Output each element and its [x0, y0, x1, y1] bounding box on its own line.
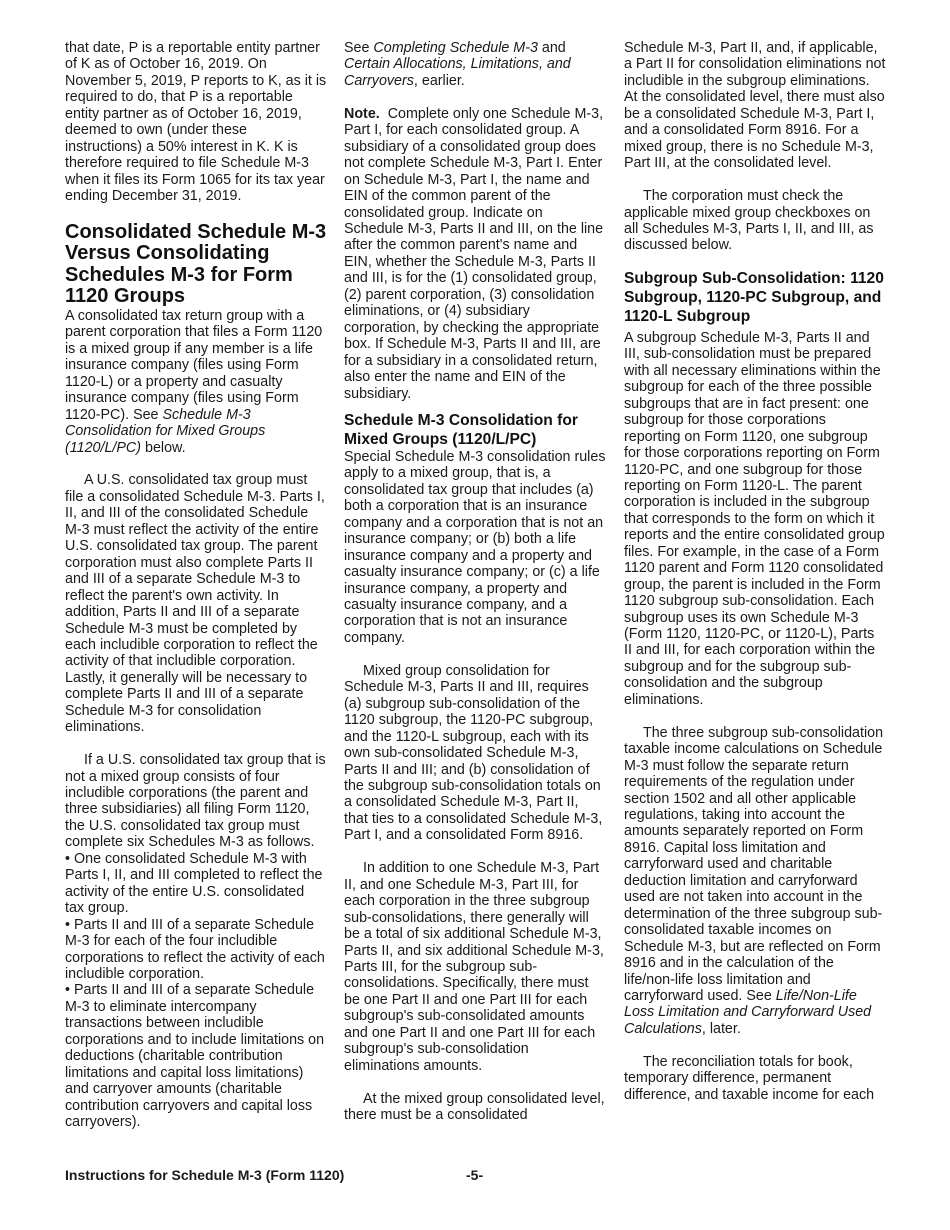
paragraph-consolidated-level: At the mixed group consolidated level, there must be a consolidated — [344, 1090, 605, 1124]
paragraph-mixed-consolidation: Mixed group consolidation for Schedule M-3, Parts II and III, requires (a) subgroup sub-consolidation of the 1120 subgroup, the 1120-PC subgroup, and the 1120-L subgroup, each with its own sub-consolidated Schedule M-3, Parts II and III; and (b) consolidation of the subgroup sub-consolidation totals on a consolidated Schedule M-3, Part II, that ties to a consolidated Schedule M-3, Part I, and a consolidated Form 8916. — [344, 662, 603, 844]
note-paragraph: Note. Complete only one Schedule M-3, Part I, for each consolidated group. A subsidiary of a consolidated group does not complete Schedule M-3, Part I. Enter on Schedule M-3, Part I, the name and EIN of the common parent of the consolidated group. Indicate on Schedule M-3, Parts II and III, on the line after the common parent's name and EIN, whether the Schedule M-3, Parts II and III, is for the (1) consolidated group, (2) parent corporation, (3) consolidation eliminations, or (4) subsidiary corporation, by checking the appropriate box. If Schedule M-3, Parts II and III, are for a subsidiary in a consolidated return, also enter the name and EIN of the subsidiary. — [344, 105, 604, 402]
cross-reference: Completing Schedule M-3 — [373, 40, 538, 56]
page-number: -5- — [466, 1167, 484, 1183]
bullet-icon: • — [65, 916, 71, 933]
note-label: Note. — [344, 105, 380, 122]
section-heading-consolidated: Consolidated Schedule M-3 Versus Consolidating Schedules M-3 for Form 1120 Groups — [65, 220, 327, 308]
paragraph-taxable-income: The three subgroup sub-consolidation taxable income calculations on Schedule M-3 must follow the separate return requirements of the regulation under section 1502 and all other applicable regulations, taking into account the amounts separately reported on Form 8916. Capital loss limitation and carryforward used and charitable deduction limitation and carryforward used are not taken into account in the determination of the three subgroup sub-consolidated taxable incomes on Schedule M-3, but are reflected on Form 8916 and in the calculation of the life/non-life loss limitation and carryforward used. See Life/Non-Life Loss Limitation and Carryforward Used Calculations, later. — [624, 724, 884, 1037]
paragraph-special-rules: Special Schedule M-3 consolidation rules apply to a mixed group, that is, a consolidated tax group that includes (a) both a corporation that is an insurance company and a corporation that is not an insurance company; or (b) both a life insurance company and a property and casualty insurance company; or (c) a life insurance company, a property and casualty insurance company, and a corporation that is not an insurance company. — [344, 448, 606, 646]
paragraph-text: below. — [141, 439, 186, 456]
paragraph-checkboxes: The corporation must check the applicable mixed group checkboxes on all Schedules M-3, Parts I, II, and III, as discussed below. — [624, 188, 874, 254]
paragraph-text: A consolidated tax return group with a parent corporation that files a Form 1120 is a mixed group if any member is a life insurance company (files using Form 1120-L) or a property and casualty insurance company (files using Form 1120-PC). See — [65, 307, 323, 423]
column-left — [65, 40, 327, 1131]
paragraph-subgroup: A subgroup Schedule M-3, Parts II and III, sub-consolidation must be prepared with all necessary eliminations within the subgroup for each of the three possible subgroups that are in fact present: one subgroup for those corporations reporting on Form 1120, one subgroup for those corporations reporting on Form 1120-PC, and one subgroup for those reporting on Form 1120-L. The parent corporation is included in the subgroup that corresponds to the form on which it reports and the entire consolidated group files. For example, in the case of a Form 1120 parent and Form 1120 consolidated group, the parent is included in the Form 1120 subgroup sub-consolidation. Each subgroup uses its own Schedule M-3 (Form 1120, 1120-PC, or 1120-L), Parts II and III, for each corporation within the subgroup and for the subgroup sub-consolidation and the subgroup eliminations. — [624, 329, 885, 708]
cross-reference: Schedule M-3 Consolidation for Mixed Groups (1120/L/PC) — [65, 406, 266, 456]
bullet-item: • Parts II and III of a separate Schedule M-3 for each of the four includible corporations to reflect the activity of each includible corporation. — [65, 916, 325, 982]
bullet-icon: • — [65, 982, 71, 999]
cross-reference: Life/Non-Life Loss Limitation and Carryforward Used Calculations — [624, 987, 872, 1037]
column-right — [624, 40, 886, 1103]
paragraph-example: If a U.S. consolidated tax group that is not a mixed group consists of four includible corporations (the parent and three subsidiaries) all filing Form 1120, the U.S. consolidated tax group must complete six Schedules M-3 as follows. — [65, 752, 326, 851]
column-middle — [344, 40, 606, 1123]
section-heading-subgroup: Subgroup Sub-Consolidation: 1120 Subgroup, 1120-PC Subgroup, and 1120-L Subgroup — [624, 269, 884, 325]
footer-title: Instructions for Schedule M-3 (Form 1120) — [65, 1167, 345, 1183]
paragraph-additional-schedules: In addition to one Schedule M-3, Part II, and one Schedule M-3, Part III, for each corporation in the three subgroup sub-consolidations, there generally will be a total of six additional Schedule M-3, Parts II, and six additional Schedule M-3, Parts III, for the subgroup sub-consolidations. Specifically, there must be one Part II and one Part III for each subgroup's sub-consolidated amounts and one Part II and one Part III for each subgroup's sub-consolidation eliminations amounts. — [344, 860, 604, 1074]
paragraph-us-group: A U.S. consolidated tax group must file a consolidated Schedule M-3. Parts I, II, and III of the consolidated Schedule M-3 must reflect the activity of the entire U.S. consolidated tax group. The parent corporation must also complete Parts II and III of a separate Schedule M-3 to reflect the parent's own activity. In addition, Parts II and III of a separate Schedule M-3 must be completed by each includible corporation to reflect the activity of that includible corporation. Lastly, it generally will be necessary to complete Parts II and III of a separate Schedule M-3 for consolidation eliminations. — [65, 472, 325, 736]
section-heading-mixed-groups: Schedule M-3 Consolidation for Mixed Groups (1120/L/PC) — [344, 411, 578, 448]
cross-reference: Certain Allocations, Limitations, and Carryovers — [344, 56, 571, 89]
bullet-icon: • — [65, 850, 71, 867]
paragraph-continued: Schedule M-3, Part II, and, if applicable, a Part II for consolidation eliminations not includible in the subgroup eliminations. At the consolidated level, there must also be a consolidated Schedule M-3, Part I, and a consolidated Form 8916. For a mixed group, there is no Schedule M-3, Part III, at the consolidated level. — [624, 40, 886, 172]
paragraph-continued: that date, P is a reportable entity partner of K as of October 16, 2019. On November 5, 2019, P reports to K, as it is required to do, that P is a reportable entity partner as of October 16, 2019, deemed to own (under these instructions) a 50% interest in K. K is therefore required to file Schedule M-3 when it files its Form 1065 for its tax year ending December 31, 2019. — [65, 40, 327, 205]
bullet-item: • Parts II and III of a separate Schedule M-3 to eliminate intercompany transactions between includible corporations and to include limitations on deductions (charitable contribution limitations and capital loss limitations) and carryover amounts (charitable contribution carryovers and capital loss carryovers). — [65, 982, 325, 1131]
paragraph-mixed-group — [65, 308, 327, 456]
paragraph-see-also: See Completing Schedule M-3 and Certain Allocations, Limitations, and Carryovers, earlier. — [344, 40, 571, 89]
paragraph-reconciliation: The reconciliation totals for book, temporary difference, permanent difference, and taxable income for each — [624, 1053, 875, 1103]
bullet-item: • One consolidated Schedule M-3 with Parts I, II, and III completed to reflect the activity of the entire U.S. consolidated tax group. — [65, 850, 323, 917]
